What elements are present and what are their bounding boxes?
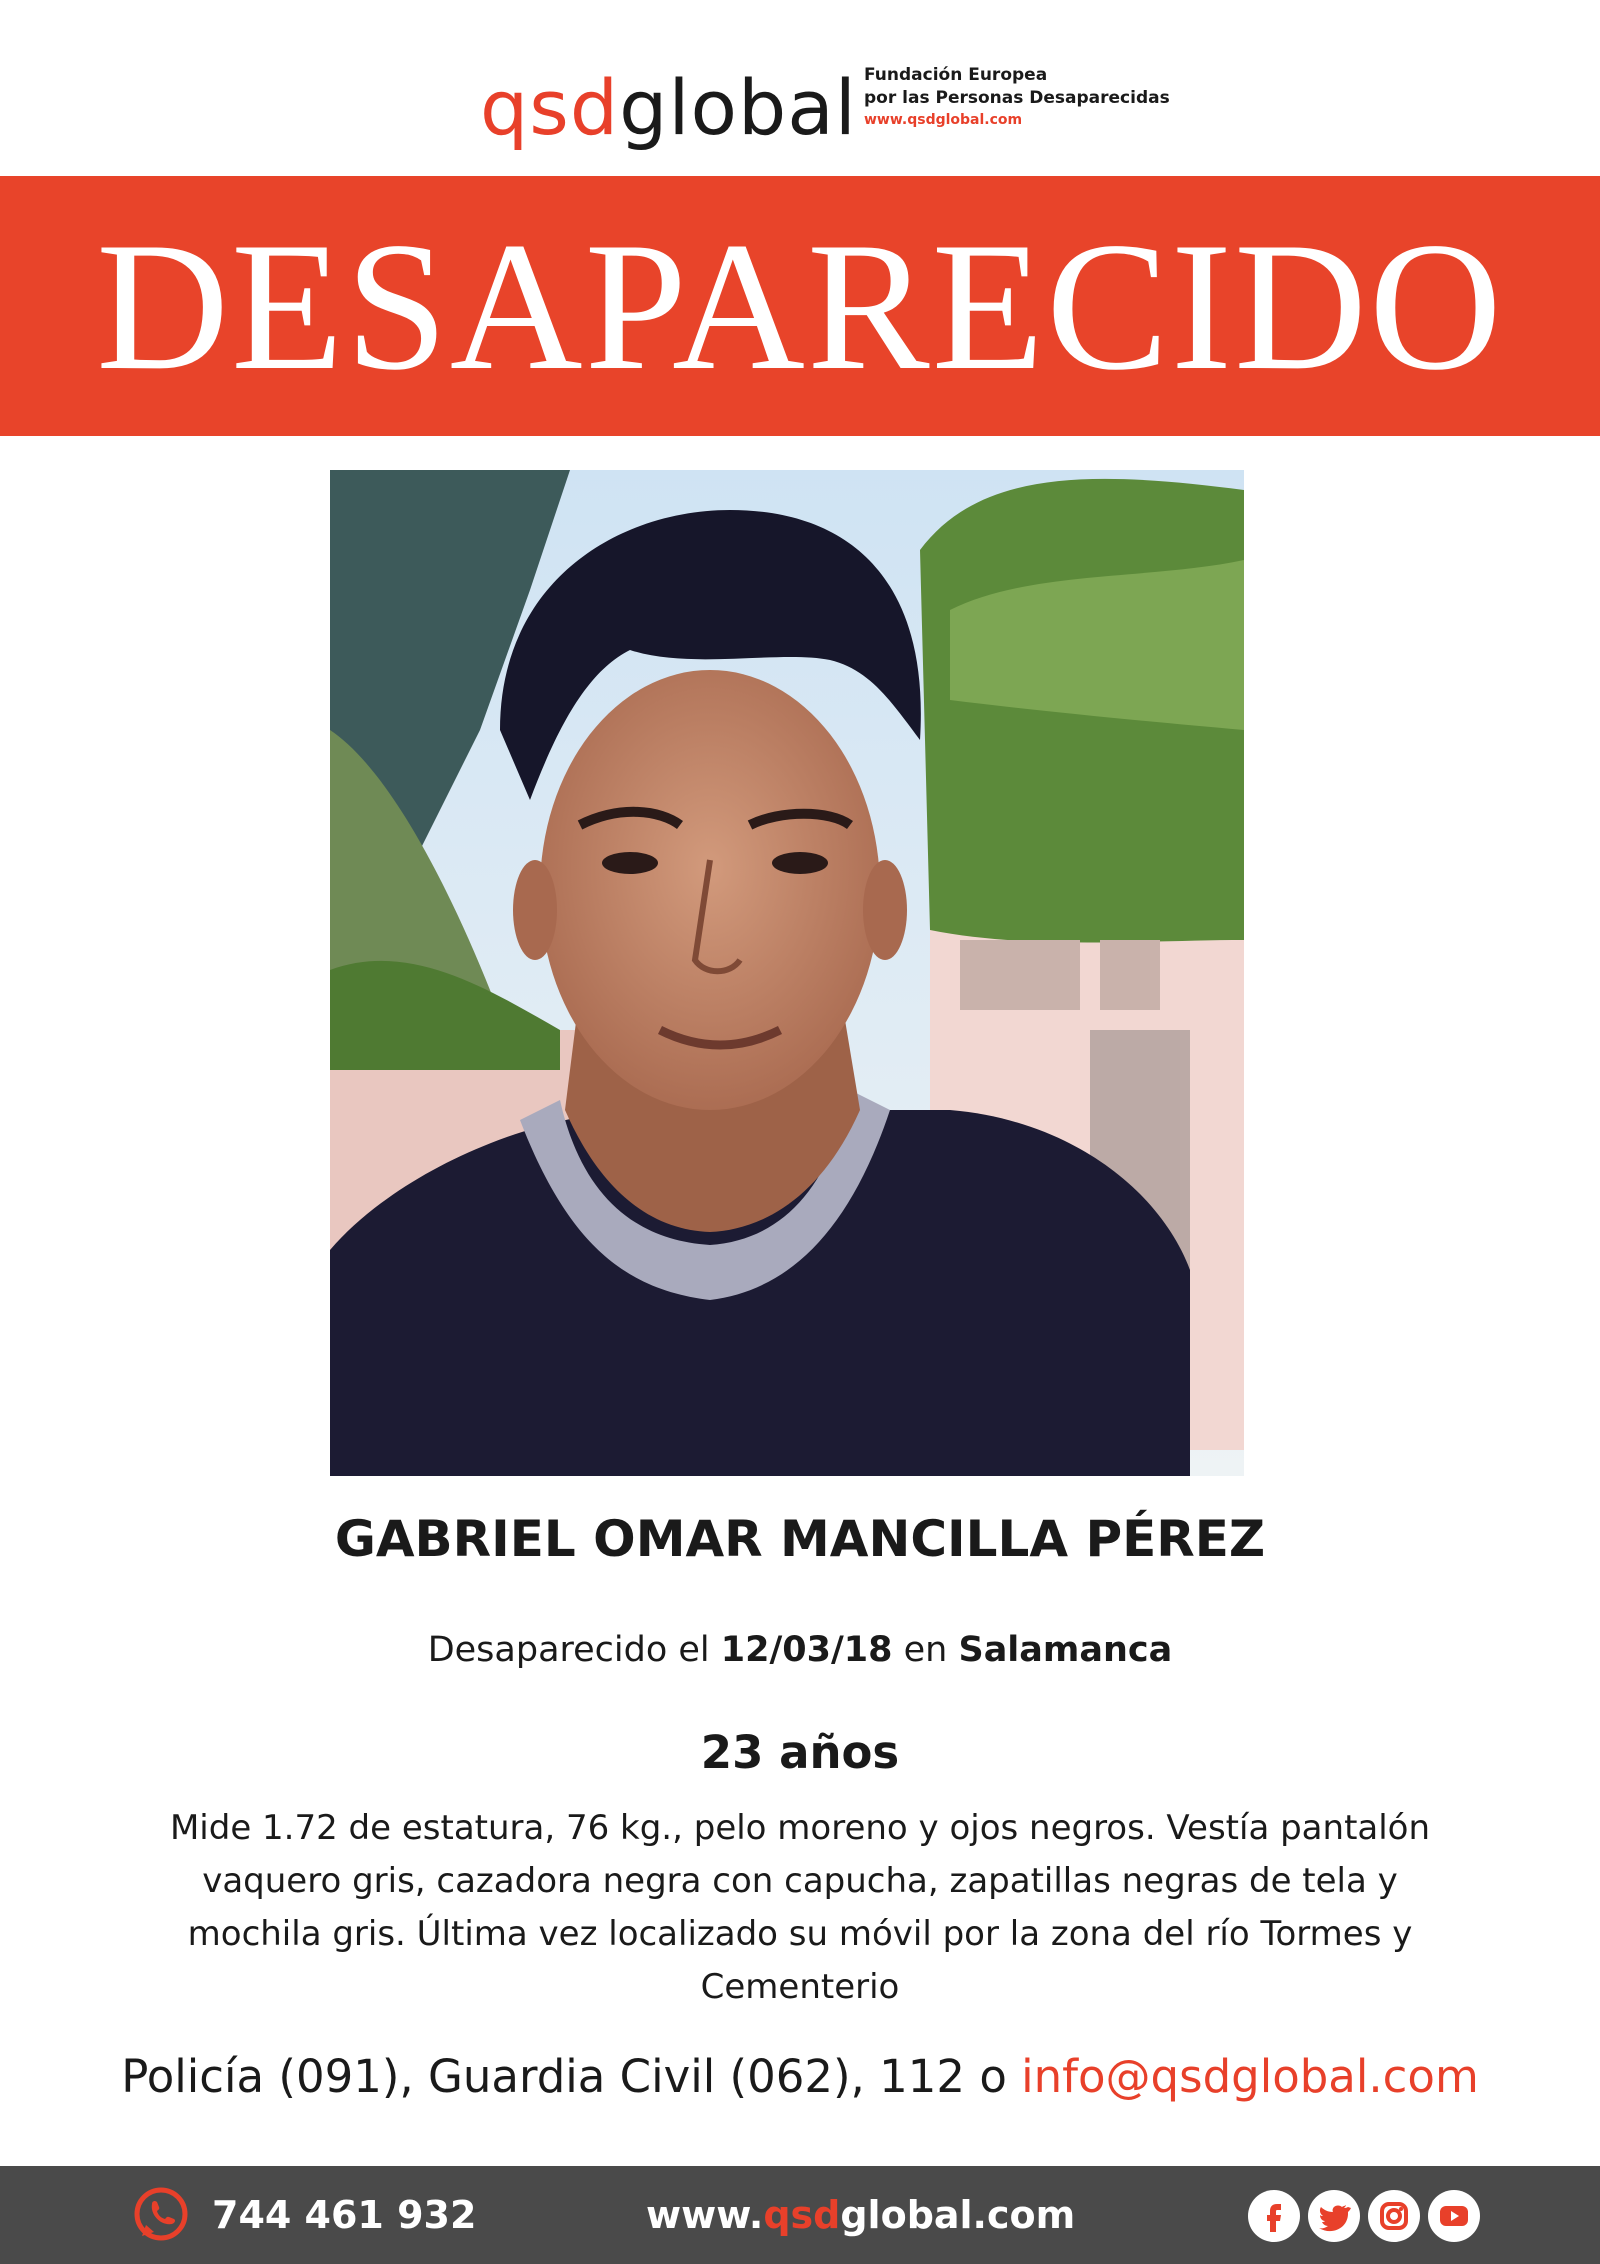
whatsapp-icon[interactable] <box>130 2184 192 2246</box>
footer-website[interactable] <box>646 2166 1075 2264</box>
missing-date: 12/03/18 <box>720 1630 893 1670</box>
org-url[interactable]: www.qsdglobal.com <box>864 112 1023 128</box>
person-name: GABRIEL OMAR MANCILLA PÉREZ <box>334 1510 1266 1568</box>
twitter-icon[interactable] <box>1308 2190 1360 2242</box>
social-icons <box>1248 2190 1480 2242</box>
date-mid: en <box>903 1630 948 1670</box>
facebook-icon[interactable] <box>1248 2190 1300 2242</box>
site-suffix: global.com <box>840 2193 1076 2237</box>
banner-title: DESAPARECIDO <box>96 204 1504 408</box>
site-qsd: qsd <box>763 2193 841 2237</box>
site-prefix: www. <box>646 2193 764 2237</box>
person-description: Mide 1.72 de estatura, 76 kg., pelo moreno y ojos negros. Vestía pantalón vaquero gris, cazadora negra con capucha, zapatillas negras de tela y mochila gris. Última vez localizado su móvil por la zona del río Tormes y Cementerio <box>169 1808 1431 2007</box>
instagram-icon[interactable] <box>1368 2190 1420 2242</box>
logo-qsd: qsd <box>480 63 620 152</box>
header-logo <box>0 58 1600 168</box>
person-age: 23 años <box>700 1726 900 1779</box>
logo-wordmark <box>480 58 857 158</box>
contact-line <box>0 2050 1600 2103</box>
logo-global: global <box>619 63 857 152</box>
youtube-icon[interactable] <box>1428 2190 1480 2242</box>
logo-tagline <box>864 64 1184 130</box>
missing-person-photo <box>330 470 1244 1476</box>
footer-bar <box>0 2166 1600 2264</box>
org-name-line2: por las Personas Desaparecidas <box>864 88 1170 108</box>
missing-place: Salamanca <box>958 1630 1173 1670</box>
contact-numbers: Policía (091), Guardia Civil (062), 112 o <box>121 2050 1022 2103</box>
missing-banner <box>0 176 1600 436</box>
contact-email[interactable]: info@qsdglobal.com <box>1021 2050 1479 2103</box>
missing-date-line <box>0 1630 1600 1670</box>
date-prefix: Desaparecido el <box>427 1630 710 1670</box>
footer-phone[interactable]: 744 461 932 <box>212 2193 477 2237</box>
org-name-line1: Fundación Europea <box>864 65 1048 85</box>
